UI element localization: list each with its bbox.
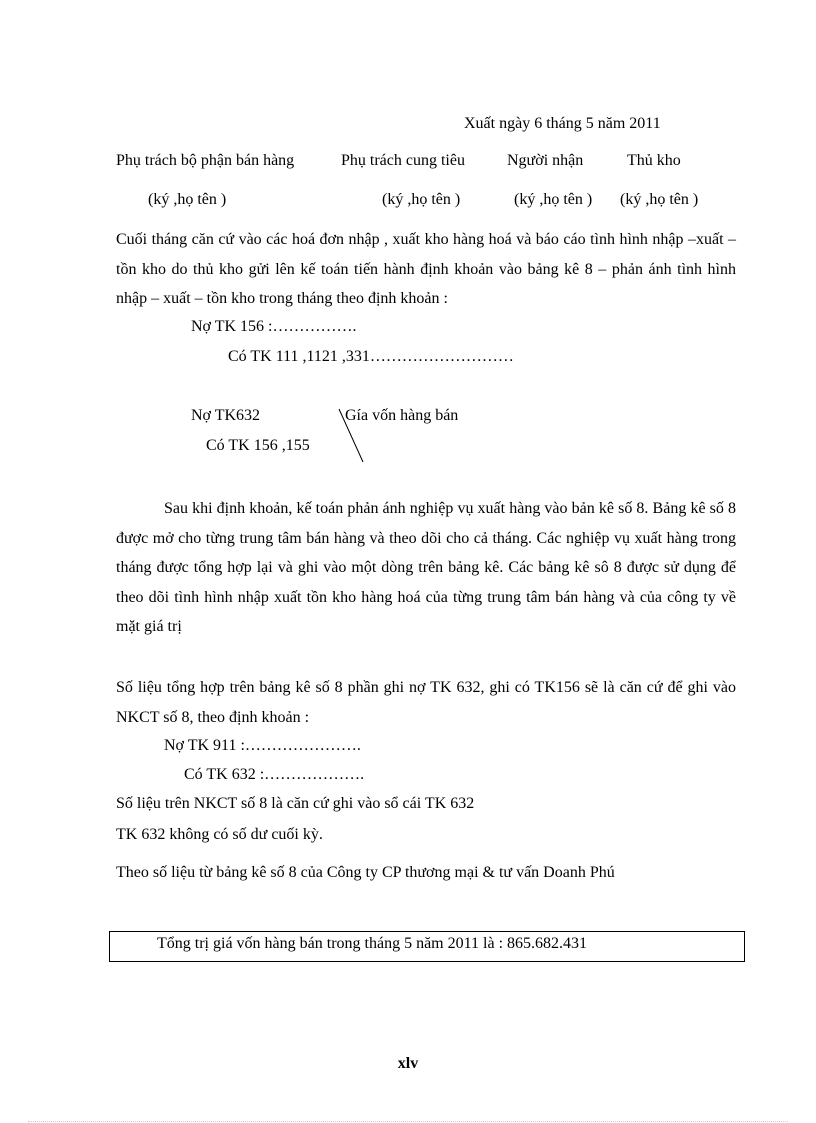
entry3-debit: Nợ TK 911 :…………………. xyxy=(164,737,361,754)
sign-storekeeper: (ký ,họ tên ) xyxy=(620,191,699,208)
entry2-debit: Nợ TK632 xyxy=(191,407,261,424)
entry1-credit: Có TK 111 ,1121 ,331……………………… xyxy=(228,348,514,365)
entry2-credit: Có TK 156 ,155 xyxy=(206,437,310,454)
sign-sales-head: (ký ,họ tên ) xyxy=(148,191,227,208)
paragraph-after-entry-text: Sau khi định khoản, kế toán phản ánh nghiệp vụ xuất hàng vào bản kê số 8. Bảng kê số 8 được mở cho từng trung tâm bán hàng và theo dõi cho cả tháng. Các nghiệp vụ xuất hàng trong tháng được tổng hợp lại và ghi vào một dòng trên bảng kê. Các bảng kê sô 8 được sử dụng để theo dõi tình hình nhập xuất tồn kho hàng hoá của từng trung tâm bán hàng và của công ty về mặt giá trị xyxy=(116,500,736,635)
issue-date: Xuất ngày 6 tháng 5 năm 2011 xyxy=(464,115,661,132)
entry2-note: Gía vốn hàng bán xyxy=(345,407,459,424)
paragraph-after-entry xyxy=(116,494,736,642)
sign-supply-head: (ký ,họ tên ) xyxy=(382,191,461,208)
line-source: Theo số liệu từ bảng kê số 8 của Công ty CP thương mại & tư vấn Doanh Phú xyxy=(116,864,615,881)
total-box xyxy=(109,931,745,962)
sign-receiver: (ký ,họ tên ) xyxy=(514,191,593,208)
paragraph-summary: Số liệu tổng hợp trên bảng kê số 8 phần ghi nợ TK 632, ghi có TK156 sẽ là căn cứ để ghi vào NKCT số 8, theo định khoản : xyxy=(116,679,736,726)
paragraph-month-end: Cuối tháng căn cứ vào các hoá đơn nhập , xuất kho hàng hoá và báo cáo tình hình nhập –xuất – tồn kho do thủ kho gửi lên kế toán tiến hành định khoản vào bảng kê 8 – phản ánh tình hình nhập – xuất – tồn kho trong tháng theo định khoản : xyxy=(116,231,736,307)
entry3-credit: Có TK 632 :………………. xyxy=(184,766,365,783)
line-nkct: Số liệu trên NKCT số 8 là căn cứ ghi vào sổ cái TK 632 xyxy=(116,795,475,812)
role-sales-head: Phụ trách bộ phận bán hàng xyxy=(116,152,295,169)
total-box-text: Tổng trị giá vốn hàng bán trong tháng 5 năm 2011 là : 865.682.431 xyxy=(157,935,588,952)
entry1-debit: Nợ TK 156 :……………. xyxy=(191,318,357,335)
page-number: xlv xyxy=(397,1055,419,1072)
role-storekeeper: Thủ kho xyxy=(627,152,681,169)
role-supply-head: Phụ trách cung tiêu xyxy=(341,152,465,169)
footer-dotted-line xyxy=(28,1121,788,1122)
line-tk632: TK 632 không có số dư cuối kỳ. xyxy=(116,826,323,843)
role-receiver: Người nhận xyxy=(507,152,584,169)
